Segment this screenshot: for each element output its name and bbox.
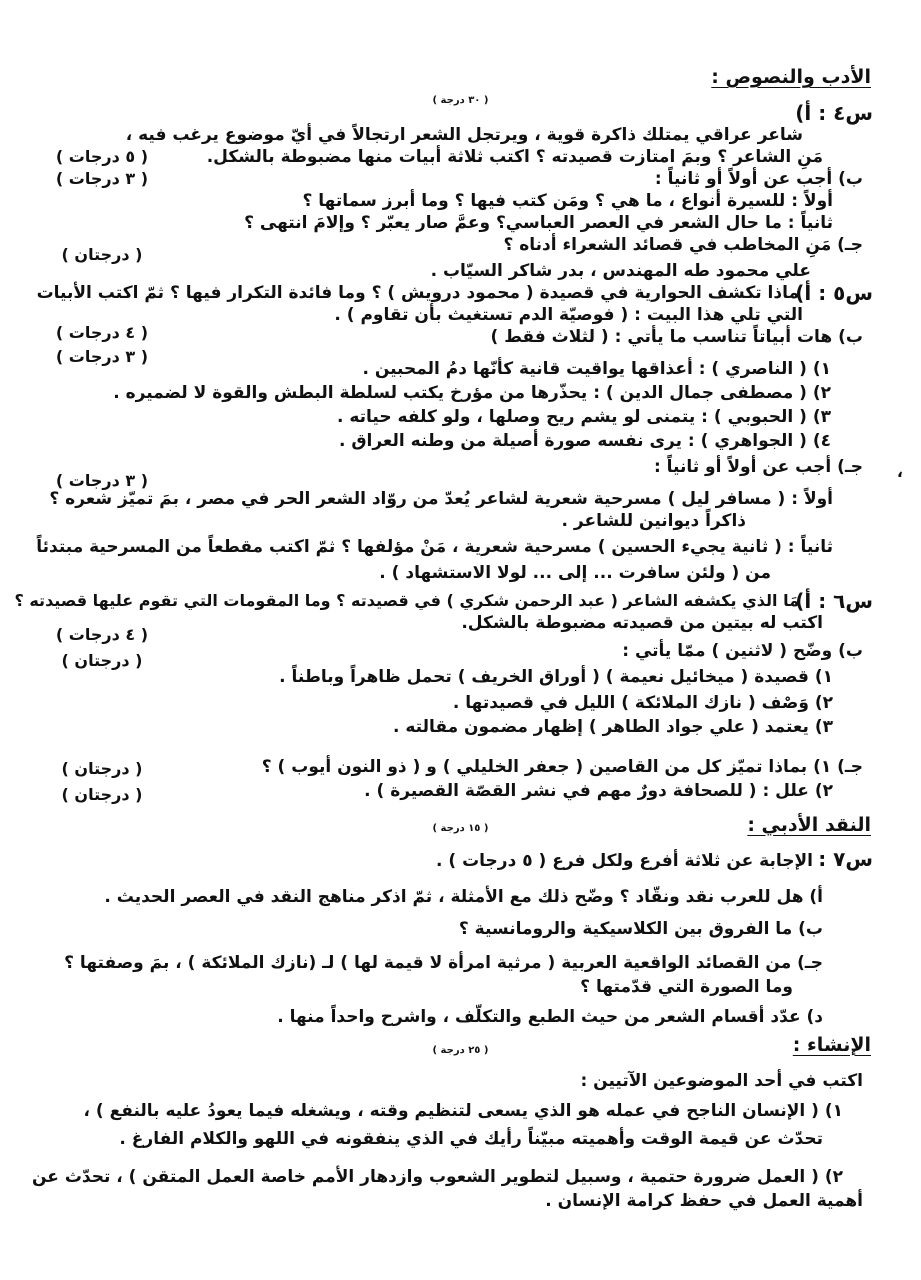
q6-b-item2: ٢) وَصْف ( نازك الملائكة ) الليل في قصيدتها .: [452, 693, 833, 713]
q7-c-line2: وما الصورة التي قدّمتها ؟: [580, 977, 793, 997]
section-total-criticism: ( ١٥ درجة ): [432, 823, 489, 834]
q5-b-item2: ٢) ( مصطفى جمال الدين ) : يحذّرها من مؤرخ يكتب لسلطة البطش والقوة لا لضميره .: [113, 383, 831, 403]
q6-b-marks: ( درجتان ): [61, 651, 143, 670]
q5-a-line2: التي تلي هذا البيت : ( فوصيّة الدم تستغيث بأن تقاوم ) .: [334, 305, 803, 325]
q6-b-item1: ١) قصيدة ( ميخائيل نعيمة ) ( أوراق الخريف ) تحمل ظاهراً وباطناً .: [279, 667, 833, 687]
composition-intro: اكتب في أحد الموضوعين الآتيين :: [580, 1071, 863, 1091]
q4-c-poets: علي محمود طه المهندس ، بدر شاكر السيّاب .: [430, 261, 811, 281]
topic1-line2: تحدّث عن قيمة الوقت وأهميته مبيّناً رأيك في الذي ينفقونه في اللهو والكلام الفارغ .: [119, 1129, 823, 1149]
q7-c-line1: جـ) من القصائد الواقعية العربية ( مرثية امرأة لا قيمة لها ) لـ (نازك الملائكة ) ، بمَ وصفتها ؟: [64, 953, 823, 973]
q4-b-first: أولاً : للسيرة أنواع ، ما هي ؟ ومَن كتب فيها ؟ وما أبرز سماتها ؟: [302, 191, 833, 211]
q4-c-prompt: جـ) مَنِ المخاطب في قصائد الشعراء أدناه ؟: [503, 235, 863, 255]
q5-b-marks: ( ٣ درجات ): [55, 347, 149, 366]
q6-a-line2: اكتب له بيتين من قصيدته مضبوطة بالشكل.: [461, 613, 823, 633]
q4-b-prompt: ب) أجب عن أولاً أو ثانياً :: [654, 169, 863, 189]
q6-label: س٦ : أ): [795, 589, 873, 613]
q5-b-item3: ٣) ( الحبوبي ) : يتمنى لو يشم ريح وصلها ، ولو كلفه حياته .: [336, 407, 831, 427]
section-heading-literature: الأدب والنصوص :: [711, 66, 871, 88]
q7-intro: الإجابة عن ثلاثة أفرع ولكل فرع ( ٥ درجات ) .: [436, 851, 813, 871]
q5-a-marks: ( ٤ درجات ): [55, 323, 149, 342]
q4-b-marks: ( ٣ درجات ): [55, 169, 149, 188]
q5-c-marks: ( ٣ درجات ): [55, 471, 149, 490]
section-total-literature: ( ٣٠ درجة ): [432, 95, 489, 106]
q7-a: أ) هل للعرب نقد ونقّاد ؟ وضّح ذلك مع الأمثلة ، ثمّ اذكر مناهج النقد في العصر الحديث .: [104, 887, 823, 907]
q6-a-marks: ( ٤ درجات ): [55, 625, 149, 644]
q5-c-prompt: جـ) أجب عن أولاً أو ثانياً :: [653, 457, 863, 477]
q7-d: د) عدّد أقسام الشعر من حيث الطبع والتكلّف ، واشرح واحداً منها .: [277, 1007, 823, 1027]
q4-label: س٤ : أ): [795, 101, 873, 125]
q5-c-second-line2: من ( ولئن سافرت ... إلى ... لولا الاستشهاد ) .: [379, 563, 771, 583]
q5-b-item1: ١) ( الناصري ) : أعذاقها يواقيت قانية كأنّها دمُ المحبين .: [362, 359, 831, 379]
topic1-line1: ١) ( الإنسان الناجح في عمله هو الذي يسعى لتنظيم وقته ، ويشغله فيما يعودُ عليه بالنفع ) ،: [83, 1101, 843, 1121]
q4-a-line1: شاعر عراقي يمتلك ذاكرة قوية ، ويرتجل الشعر ارتجالاً في أيّ موضوع يرغب فيه ،: [125, 125, 803, 145]
topic2-line1: ٢) ( العمل ضرورة حتمية ، وسبيل لتطوير الشعوب وازدهار الأمم خاصة العمل المتقن ) ، تحدّث عن: [31, 1167, 843, 1187]
q5-c-second-line1: ثانياً : ( ثانية يجيء الحسين ) مسرحية شعرية ، مَنْ مؤلفها ؟ ثمّ اكتب مقطعاً من المسرحية مبتدئاً: [36, 537, 833, 557]
q5-c-first-line2: ذاكراً ديوانين للشاعر .: [561, 511, 746, 531]
q6-b-item3: ٣) يعتمد ( علي جواد الطاهر ) إظهار مضمون مقالته .: [392, 717, 833, 737]
q5-c-first-line1: أولاً : ( مسافر ليل ) مسرحية شعرية لشاعر يُعدّ من روّاد الشعر الحر في مصر ، بمَ تميّز شعره ؟: [49, 489, 833, 509]
q5-b-prompt: ب) هات أبياتاً تناسب ما يأتي : ( لثلاث فقط ): [490, 327, 863, 347]
q7-b: ب) ما الفروق بين الكلاسيكية والرومانسية ؟: [458, 919, 823, 939]
q4-c-marks: ( درجتان ): [61, 245, 143, 264]
q6-b-prompt: ب) وضّح ( لاثنين ) ممّا يأتي :: [622, 641, 863, 661]
q7-label: س٧ :: [818, 847, 873, 871]
section-total-composition: ( ٢٥ درجة ): [432, 1045, 489, 1056]
q6-c1-marks: ( درجتان ): [61, 759, 143, 778]
q5-b-item4: ٤) ( الجواهري ) : يرى نفسه صورة أصيلة من وطنه العراق .: [338, 431, 831, 451]
q6-c-item2: ٢) علل : ( للصحافة دورٌ مهم في نشر القصّة القصيرة ) .: [364, 781, 833, 801]
q5-a-line1: ماذا تكشف الحوارية في قصيدة ( محمود درويش ) ؟ وما فائدة التكرار فيها ؟ ثمّ اكتب الأبيات: [36, 283, 799, 303]
q5-label: س٥ : أ): [795, 281, 873, 305]
topic2-line2: أهمية العمل في حفظ كرامة الإنسان .: [545, 1191, 863, 1211]
scan-speck: ،: [896, 462, 903, 481]
section-heading-composition: الإنشاء :: [792, 1034, 871, 1056]
section-heading-criticism: النقد الأدبي :: [747, 814, 871, 836]
q4-a-marks: ( ٥ درجات ): [55, 147, 149, 166]
q6-c-item1: جـ) ١) بماذا تميّز كل من القاصين ( جعفر الخليلي ) و ( ذو النون أيوب ) ؟: [261, 757, 863, 777]
q4-b-second: ثانياً : ما حال الشعر في العصر العباسي؟ وعمَّ صار يعبّر ؟ وإلامَ انتهى ؟: [244, 213, 833, 233]
q6-c2-marks: ( درجتان ): [61, 785, 143, 804]
q4-a-line2: مَنِ الشاعر ؟ وبمَ امتازت قصيدته ؟ اكتب ثلاثة أبيات منها مضبوطة بالشكل.: [206, 147, 823, 167]
q6-a-line1: مَا الذي يكشفه الشاعر ( عبد الرحمن شكري ) في قصيدته ؟ وما المقومات التي تقوم عليها قصيدته ؟: [14, 591, 799, 610]
